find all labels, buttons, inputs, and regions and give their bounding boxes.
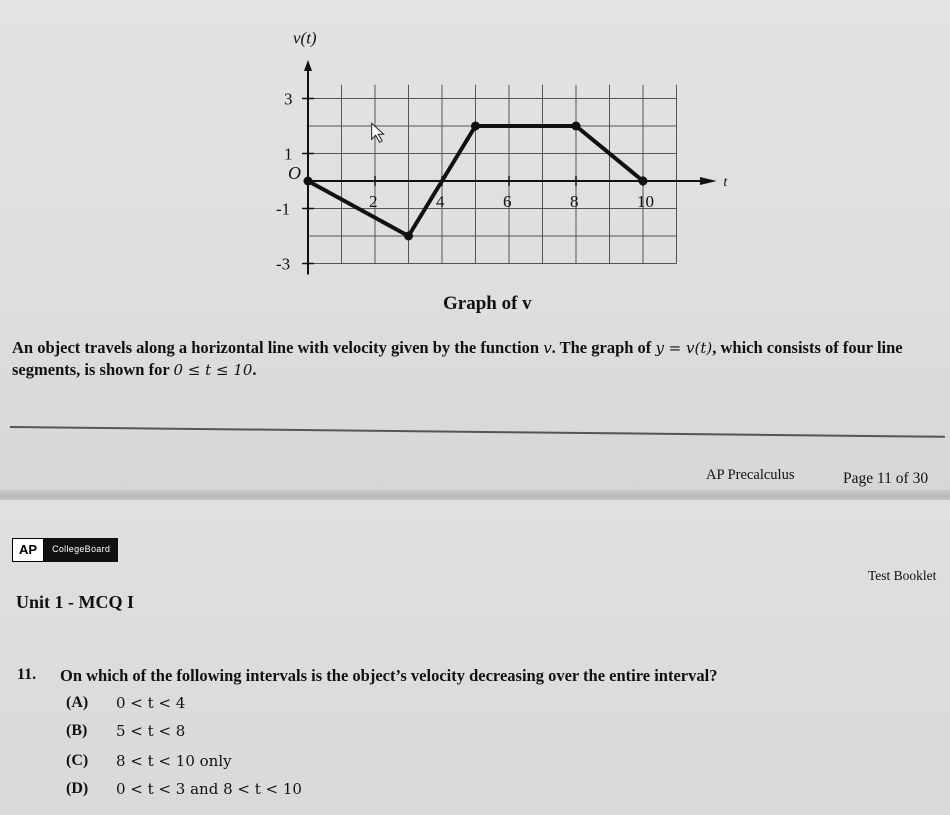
intro-equation: y = v(t) xyxy=(655,339,713,357)
choice-c-letter: (C) xyxy=(66,752,89,769)
problem-intro xyxy=(12,337,942,381)
x-tick-label: 6 xyxy=(503,192,512,211)
x-tick-label: 4 xyxy=(436,192,445,211)
data-point xyxy=(572,122,581,131)
choice-d-letter: (D) xyxy=(66,780,89,797)
intro-text-1: An object travels along a horizontal line with velocity given by the function xyxy=(12,338,544,357)
test-booklet-label: Test Booklet xyxy=(868,568,937,583)
choice-d-text: 0 < t < 3 and 8 < t < 10 xyxy=(116,780,302,798)
x-tick-label: 8 xyxy=(570,192,579,211)
y-tick-label: 1 xyxy=(284,144,293,164)
velocity-graph xyxy=(255,28,728,318)
data-point xyxy=(639,177,648,186)
ap-collegeboard-logo xyxy=(12,538,118,562)
y-tick-label: 3 xyxy=(284,89,293,109)
choice-a[interactable] xyxy=(66,694,185,712)
x-tick-label: 2 xyxy=(369,192,378,211)
choice-a-text: 0 < t < 4 xyxy=(116,694,186,712)
choice-d[interactable] xyxy=(66,780,302,798)
data-point xyxy=(404,232,413,241)
choice-b[interactable] xyxy=(66,722,185,740)
logo-collegeboard: CollegeBoard xyxy=(44,538,118,562)
intro-function: v xyxy=(543,339,552,357)
y-axis-arrow xyxy=(304,60,312,71)
unit-title: Unit 1 - MCQ I xyxy=(16,592,134,612)
intro-text-2: . The graph of xyxy=(551,338,656,357)
page-number: Page 11 of 30 xyxy=(843,470,929,487)
intro-domain: 0 ≤ t ≤ 10 xyxy=(173,361,253,379)
x-axis-label: t xyxy=(723,175,728,190)
choice-c[interactable] xyxy=(66,752,232,770)
y-tick-label: -3 xyxy=(276,254,291,274)
y-axis-label: v(t) xyxy=(293,28,317,48)
choice-b-letter: (B) xyxy=(66,722,88,739)
graph-title: Graph of v xyxy=(443,293,532,314)
course-name: AP Precalculus xyxy=(706,467,795,483)
question-text: On which of the following intervals is the object’s velocity decreasing over the entire interval? xyxy=(60,666,718,685)
choice-c-text: 8 < t < 10 only xyxy=(116,752,232,770)
data-point xyxy=(304,177,313,186)
question-number: 11. xyxy=(17,666,37,683)
intro-text-4: . xyxy=(252,360,257,379)
logo-ap: AP xyxy=(12,538,44,562)
data-point xyxy=(471,122,480,131)
x-tick-label: 10 xyxy=(637,192,654,211)
intro-text-3: , which consists of four line segments, is shown for xyxy=(12,338,903,379)
choice-b-text: 5 < t < 8 xyxy=(116,722,186,740)
origin-label: O xyxy=(288,163,301,183)
y-tick-label: -1 xyxy=(276,199,291,219)
choice-a-letter: (A) xyxy=(66,694,89,711)
